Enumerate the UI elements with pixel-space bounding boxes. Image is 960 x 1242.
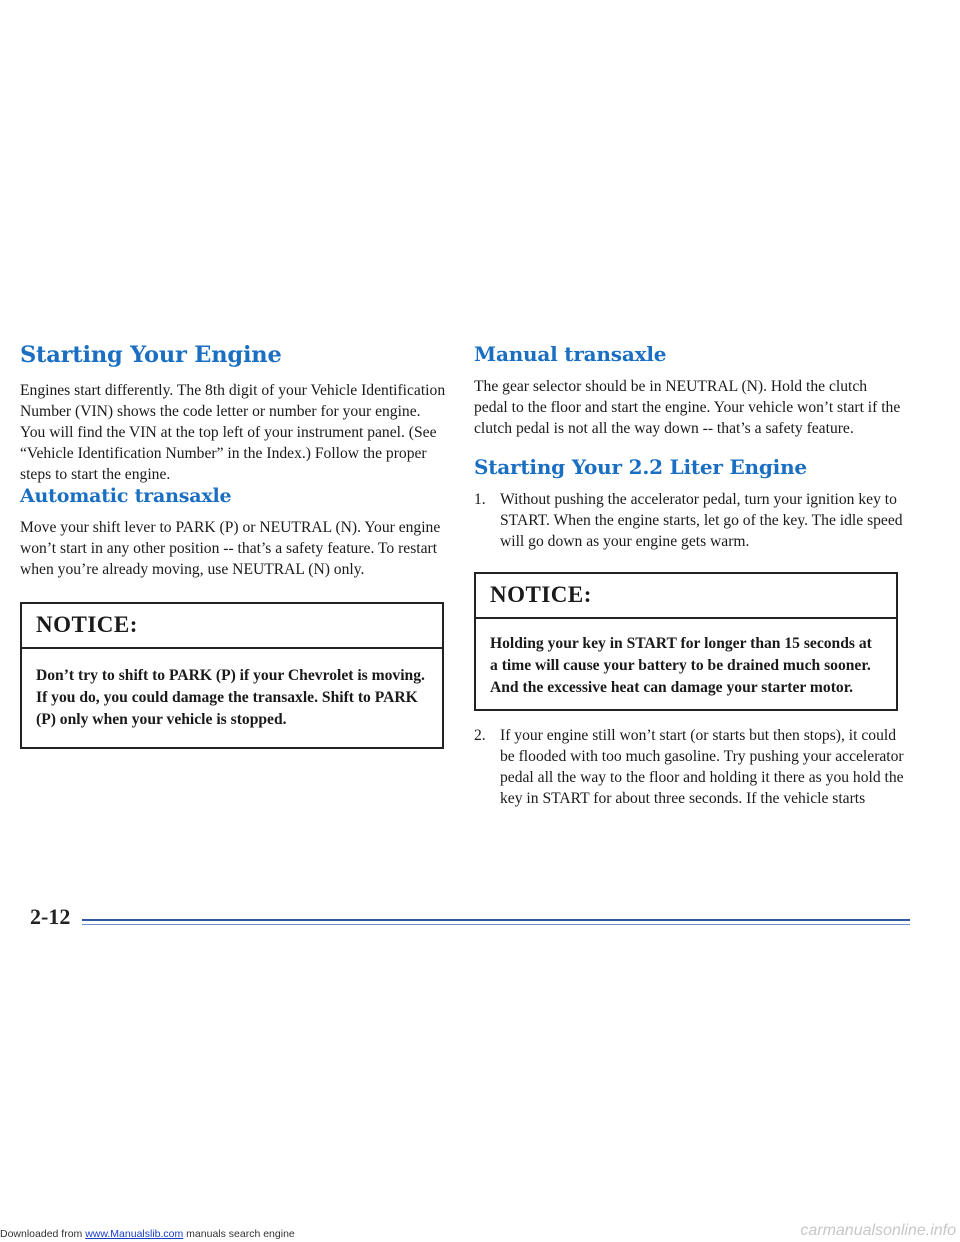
notice-text: Don’t try to shift to PARK (P) if your Chevrolet is moving. If you do, you could damage the transaxle. Shift to PARK (P) only when your vehicle is stopped.: [36, 667, 425, 728]
start-steps-list: [474, 489, 904, 552]
footer-rule-thin: [82, 924, 910, 925]
page-number: 2-12: [30, 904, 71, 929]
download-attribution: [0, 1228, 295, 1240]
start-steps-list-continued: [474, 725, 904, 809]
manual-transaxle-heading: Manual transaxle: [474, 342, 667, 366]
manual-transaxle-paragraph: The gear selector should be in NEUTRAL (N). Hold the clutch pedal to the floor and start the engine. Your vehicle won’t start if the clutch pedal is not all the way down -- that’s a safety feature.: [474, 378, 901, 437]
step-number: 1.: [474, 491, 486, 508]
notice-text: Holding your key in START for longer than 15 seconds at a time will cause your battery to be drained much sooner. And the excessive heat can damage your starter motor.: [490, 635, 872, 696]
step-text: Without pushing the accelerator pedal, turn your ignition key to START. When the engine starts, let go of the key. The idle speed will go down as your engine gets warm.: [500, 491, 903, 550]
notice-title: NOTICE:: [476, 574, 896, 619]
step-item: [474, 489, 904, 552]
page-footer: [20, 900, 940, 940]
left-column: [20, 342, 448, 749]
notice-box-park: [20, 602, 444, 749]
automatic-transaxle-heading: Automatic transaxle: [20, 485, 232, 507]
engine-intro-paragraph: Engines start differently. The 8th digit of your Vehicle Identification Number (VIN) shows the code letter or number for your engine. You will find the VIN at the top left of your instrument panel. (See “Vehicle Identification Number” in the Index.) Follow the proper steps to start the engine.: [20, 382, 446, 483]
starting-engine-title: Starting Your Engine: [20, 342, 282, 368]
right-column: [474, 342, 904, 809]
watermark: carmanualsonline.info: [800, 1222, 956, 1239]
download-prefix: Downloaded from: [0, 1228, 86, 1240]
notice-box-starter: [474, 572, 898, 711]
manualslib-link[interactable]: www.Manualslib.com: [85, 1228, 184, 1240]
liter-engine-heading: Starting Your 2.2 Liter Engine: [474, 455, 807, 479]
automatic-transaxle-paragraph: Move your shift lever to PARK (P) or NEUTRAL (N). Your engine won’t start in any other position -- that’s a safety feature. To restart when you’re already moving, use NEUTRAL (N) only.: [20, 519, 441, 578]
step-number: 2.: [474, 727, 486, 744]
download-suffix: manuals search engine: [183, 1228, 295, 1240]
footer-rule: [82, 919, 910, 921]
step-item: [474, 725, 904, 809]
notice-title: NOTICE:: [22, 604, 442, 649]
step-text: If your engine still won’t start (or starts but then stops), it could be flooded with too much gasoline. Try pushing your accelerator pedal all the way to the floor and holding it there as you hold the key in START for about three seconds. If the vehicle starts: [500, 727, 904, 807]
